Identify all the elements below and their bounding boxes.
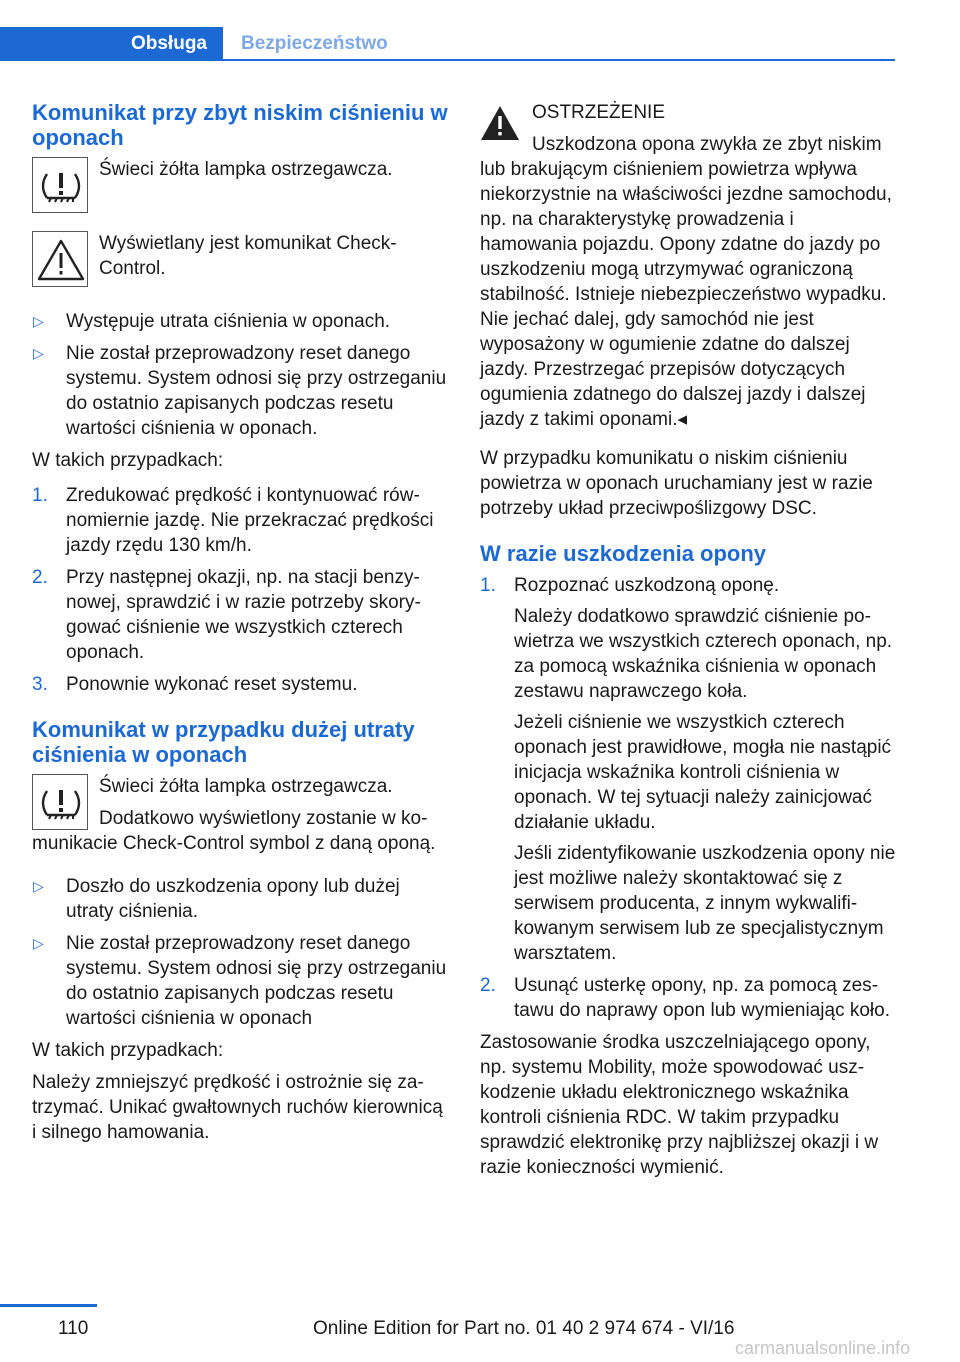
damage-steps-list: [480, 573, 896, 1023]
bullet-triangle-icon: ▷: [33, 313, 44, 329]
stop-instructions: Należy zmniejszyć prędkość i ostrożnie się zatrzymać. Unikać gwałtownych ruchów kierownicą i silnego hamowania.: [32, 1072, 443, 1143]
page-number: 110: [58, 1318, 89, 1339]
tire-pressure-warning-icon: [32, 774, 88, 830]
list-item: ▷ Nie został przeprowadzony reset danego systemu. System odnosi się przy ostrzeganiu do ostatnio zapisanych podczas resetu wartości ciśnienia w oponach: [33, 933, 447, 1029]
warning-triangle-icon: [480, 105, 520, 141]
heading-tire-damage: W razie uszkodzenia opony: [480, 541, 767, 566]
watermark: carmanualsonline.info: [735, 1338, 911, 1358]
tire-pressure-warning-icon: [32, 157, 88, 213]
warning-text: Uszkodzona opona zwykła ze zbyt niskim lub brakującym ciśnieniem powietrza wpływa niekorzystnie na właściwości jezdne samochodu, np. na charakterystykę prowadzenia i hamowania pojazdu. Opony zdatne do jazdy po uszkodzeniu mogą utrzymywać ograniczoną stabilność. Istnieje niebezpieczeństwo wypadku. Nie jechać dalej, gdy samochód nie jest wyposażony w ogumienie zdatne do dalszej jazdy. Przestrzegać przepisów dotyczących ogumienia zdatnego do dalszej jazdy i dalszej jazdy z takimi oponami.◂: [480, 134, 892, 430]
right-column: [480, 100, 896, 1187]
indicator-text: Świeci żółta lampka ostrzegawcza.: [99, 159, 393, 180]
cause-list-2: [32, 874, 448, 1031]
check-control-text: Wyświetlany jest komunikat Check-Control.: [99, 233, 397, 279]
tab-bezpieczenstwo[interactable]: Bezpieczeństwo: [223, 27, 895, 61]
bullet-triangle-icon: ▷: [33, 935, 44, 951]
edition-footer: Online Edition for Part no. 01 40 2 974 674 - VI/16: [313, 1318, 735, 1339]
page-number-rule: [0, 1304, 97, 1307]
list-item: 3. Ponownie wykonać reset systemu.: [32, 674, 358, 695]
in-such-cases-label: W takich przypadkach:: [32, 1040, 224, 1061]
heading-low-pressure: Komunikat przy zbyt niskim ciśnieniu w oponach: [32, 100, 448, 150]
check-control-block: [32, 231, 448, 291]
warning-title: OSTRZEŻENIE: [532, 102, 666, 123]
heading-high-pressure-loss: Komunikat w przypadku dużej utraty ciśnienia w oponach: [32, 717, 415, 767]
tpms-indicator-block: [32, 157, 448, 217]
dsc-text: W przypadku komunikatu o niskim ciśnieniu powietrza w oponach uruchamiany jest w razie potrzeby układ przeciwpoślizgowy DSC.: [480, 448, 873, 519]
list-item: ▷ Doszło do uszkodzenia opony lub dużej utraty ciśnienia.: [33, 876, 400, 922]
list-item: ▷ Występuje utrata ciśnienia w oponach.: [33, 311, 391, 332]
list-item: 1. Zredukować prędkość i kontynuować równomiernie jazdę. Nie przekraczać prędkości jazdy rzędu 130 km/h.: [32, 485, 434, 556]
tab-obsluga[interactable]: Obsługa: [0, 27, 223, 61]
list-item: 2. Przy następnej okazji, np. na stacji benzynowej, sprawdzić i w razie potrzeby skorygować ciśnienie we wszystkich czterech oponach.: [32, 567, 421, 663]
in-such-cases-label: W takich przypadkach:: [32, 450, 224, 471]
tpms-indicator-block-2: [32, 774, 448, 856]
list-item: ▷ Nie został przeprowadzony reset danego systemu. System odnosi się przy ostrzeganiu do ostatnio zapisanych podczas resetu wartości ciśnienia w oponach.: [33, 343, 447, 439]
list-item: 1. Rozpoznać uszkodzoną oponę. Należy dodatkowo sprawdzić ciśnienie powietrza we wszystkich czterech oponach, np. za pomocą wskaźnika ciśnienia w oponach zestawu naprawczego koła. Jeżeli ciśnienie we wszystkich czterech oponach jest prawidłowe, mogła nie nastąpić inicjacja wskaźnika kontroli ciśnienia w oponach. W tej sytuacji należy zainicjować działanie układu. Jeśli zidentyfikowanie uszkodzenia opony nie jest możliwe należy skontaktować się z serwisem producenta, z innym wykwalifikowanym serwisem lub ze specjalistycznym warsztatem.: [480, 575, 896, 964]
indicator-text: Świeci żółta lampka ostrzegawcza.: [99, 776, 393, 797]
warning-triangle-icon: [32, 231, 88, 287]
bullet-triangle-icon: ▷: [33, 345, 44, 361]
chapter-tabs: [0, 27, 895, 61]
bullet-triangle-icon: ▷: [33, 878, 44, 894]
steps-list-1: [32, 483, 448, 697]
warning-block: [480, 100, 896, 432]
mobility-text: Zastosowanie środka uszczelniającego opony, np. systemu Mobility, może spowodować uszkodzenie układu elektronicznego wskaźnika kontroli ciśnienia RDC. W takim przypadku sprawdzić elektronikę przy najbliższej okazji i w razie konieczności wymienić.: [480, 1032, 879, 1178]
symbol-text: Dodatkowo wyświetlony zostanie w komunikacie Check-Control symbol z daną oponą.: [32, 808, 436, 854]
cause-list-1: [32, 309, 448, 441]
list-item: 2. Usunąć usterkę opony, np. za pomocą zestawu do naprawy opon lub wymieniając koło.: [480, 975, 890, 1021]
left-column: [32, 100, 448, 1152]
